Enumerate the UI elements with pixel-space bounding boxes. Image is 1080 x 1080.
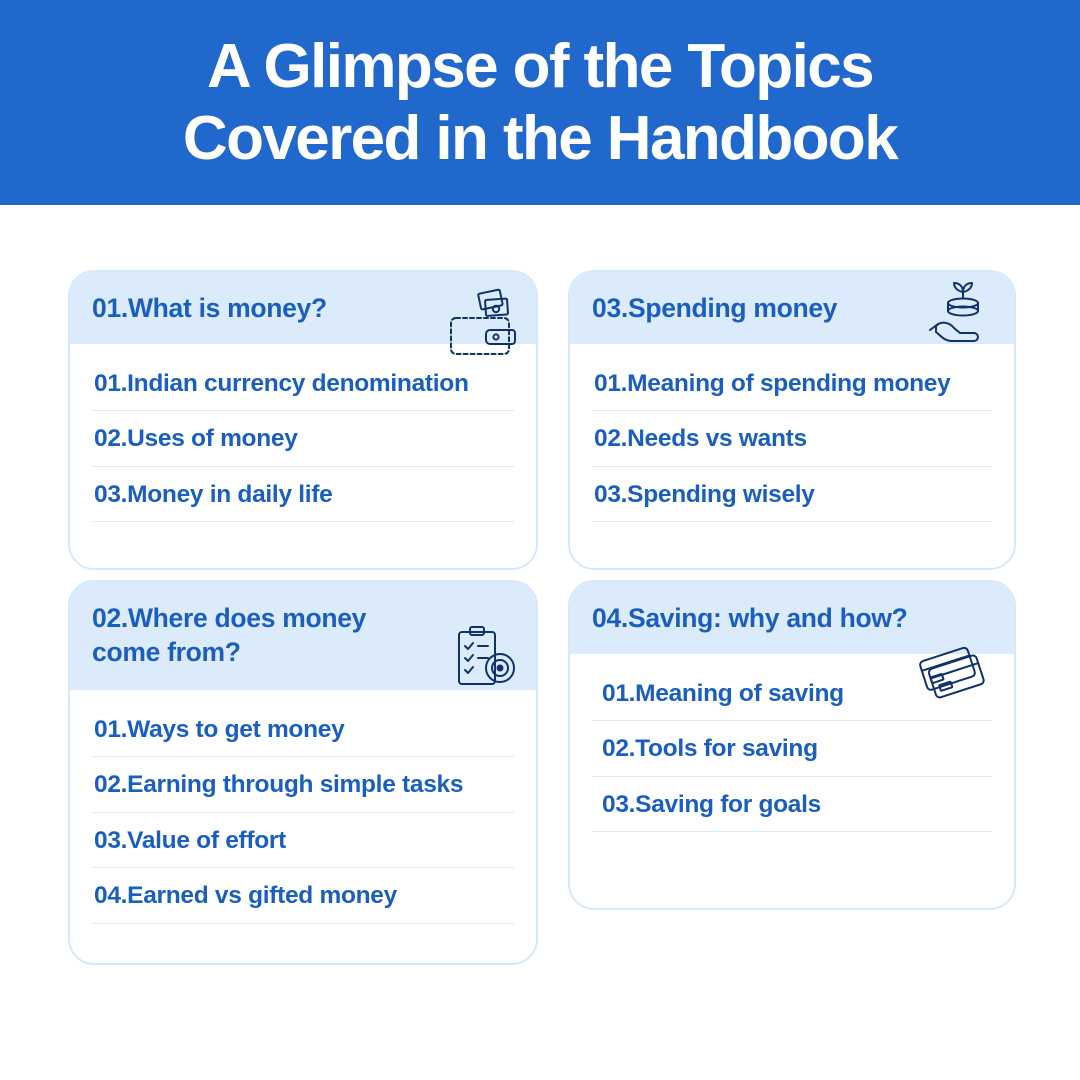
card-subtopics <box>570 344 1014 532</box>
topic-card-where-does-money-come-from[interactable] <box>68 580 538 965</box>
list-item[interactable]: 02.Tools for saving <box>592 721 992 776</box>
topic-cards-grid <box>0 205 1080 1080</box>
list-item[interactable]: 03.Spending wisely <box>592 467 992 522</box>
page-title-line-1: A Glimpse of the Topics <box>207 31 873 101</box>
topic-card-spending-money[interactable] <box>568 270 1016 570</box>
list-item[interactable]: 02.Earning through simple tasks <box>92 757 514 812</box>
topic-card-what-is-money[interactable] <box>68 270 538 570</box>
list-item[interactable]: 03.Saving for goals <box>592 777 992 832</box>
list-item[interactable]: 01.Ways to get money <box>92 702 514 757</box>
list-item[interactable]: 01.Indian currency denomination <box>92 356 514 411</box>
list-item[interactable]: 01.Meaning of spending money <box>592 356 992 411</box>
card-header <box>70 272 536 344</box>
page-header <box>0 0 1080 205</box>
card-title: 04.Saving: why and how? <box>592 603 908 634</box>
list-item[interactable]: 04.Earned vs gifted money <box>92 868 514 923</box>
hand-coins-plant-icon <box>926 278 1000 352</box>
list-item[interactable]: 01.Meaning of saving <box>592 666 992 721</box>
card-header <box>70 582 536 690</box>
list-item[interactable]: 03.Money in daily life <box>92 467 514 522</box>
topic-card-saving-why-and-how[interactable] <box>568 580 1016 910</box>
credit-cards-icon <box>918 642 992 716</box>
wallet-cash-icon <box>448 290 522 364</box>
list-item[interactable]: 02.Uses of money <box>92 411 514 466</box>
list-item[interactable]: 03.Value of effort <box>92 813 514 868</box>
card-title: 03.Spending money <box>592 293 838 324</box>
card-title: 01.What is money? <box>92 293 327 324</box>
page-title-line-2: Covered in the Handbook <box>182 103 898 173</box>
card-title: 02.Where does money come from? <box>92 603 367 667</box>
list-item[interactable]: 02.Needs vs wants <box>592 411 992 466</box>
card-header <box>570 272 1014 344</box>
card-subtopics <box>70 690 536 934</box>
clipboard-target-icon <box>448 624 522 698</box>
card-subtopics <box>70 344 536 532</box>
